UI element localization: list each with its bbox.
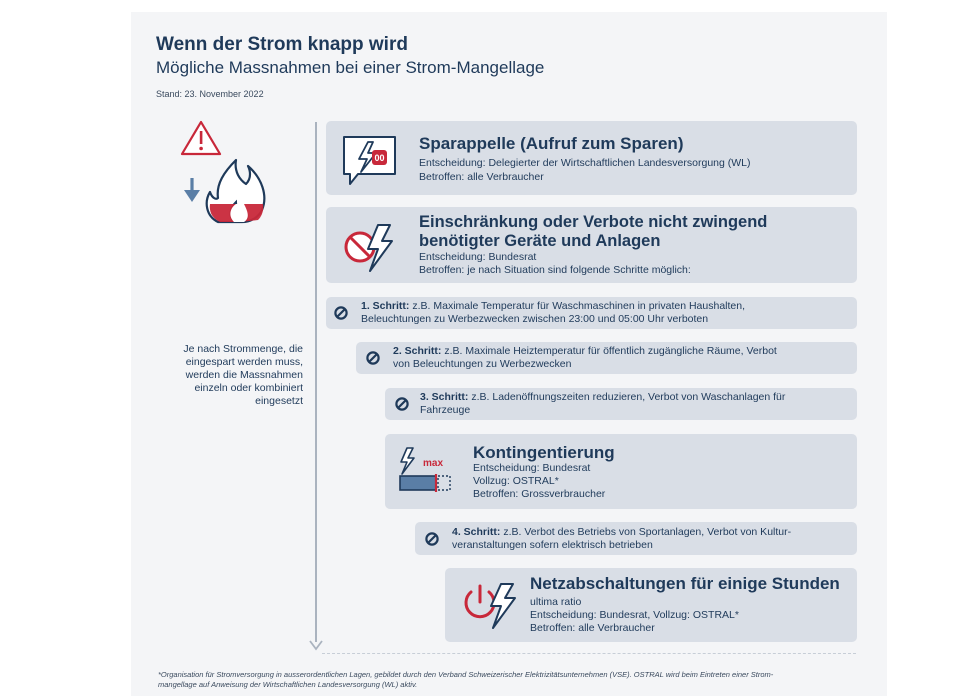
speech-bubble-lightning-icon bbox=[340, 134, 400, 188]
max-label: max bbox=[423, 458, 444, 469]
footnote bbox=[158, 670, 878, 690]
measure-note: ultima ratio bbox=[530, 596, 582, 608]
timeline-arrow-icon bbox=[308, 636, 324, 652]
timeline-dashed-line bbox=[322, 653, 856, 654]
step-text-line2: Fahrzeuge bbox=[420, 404, 471, 416]
measure-sparappelle bbox=[326, 121, 857, 195]
step-label: 4. Schritt: bbox=[452, 526, 501, 538]
step-1 bbox=[326, 297, 857, 329]
warning-flame-icon bbox=[178, 118, 270, 226]
footnote-line1: *Organisation für Stromversorgung in ausserordentlichen Lagen, gebildet durch den Verband Schweizerischer Elektrizitätsunternehmen (VSE). OSTRAL wird beim Eintreten einer Strom- bbox=[158, 670, 774, 679]
measure-decision: Entscheidung: Bundesrat bbox=[473, 462, 591, 474]
step-label: 1. Schritt: bbox=[361, 300, 410, 312]
step-2 bbox=[356, 342, 857, 374]
page-subtitle: Mögliche Massnahmen bei einer Strom-Mangellage bbox=[156, 58, 545, 77]
side-note: Je nach Strommenge, die eingespart werden muss, werden die Massnahmen einzeln oder kombiniert eingesetzt bbox=[183, 343, 303, 407]
prohibited-lightning-icon bbox=[340, 221, 400, 273]
step-4 bbox=[415, 522, 857, 555]
measure-affected: Betroffen: alle Verbraucher bbox=[419, 171, 544, 183]
measure-affected: Betroffen: je nach Situation sind folgende Schritte möglich: bbox=[419, 264, 691, 276]
step-label: 2. Schritt: bbox=[393, 345, 442, 357]
step-text: z.B. Maximale Temperatur für Waschmaschinen in privaten Haushalten, bbox=[409, 300, 746, 312]
measure-title: Sparappelle (Aufruf zum Sparen) bbox=[419, 134, 684, 153]
step-label: 3. Schritt: bbox=[420, 391, 469, 403]
page-title: Wenn der Strom knapp wird bbox=[156, 34, 408, 55]
measure-netzabschaltungen bbox=[445, 568, 857, 642]
quota-battery-icon bbox=[397, 446, 467, 498]
measure-title: Netzabschaltungen für einige Stunden bbox=[530, 574, 840, 593]
svg-text:00: 00 bbox=[374, 153, 385, 163]
step-text-line2: veranstaltungen sofern elektrisch betrieben bbox=[452, 539, 653, 551]
measure-kontingentierung bbox=[385, 434, 857, 509]
measure-decision: Entscheidung: Delegierter der Wirtschaftlichen Landesversorgung (WL) bbox=[419, 157, 751, 169]
measure-affected: Betroffen: alle Verbraucher bbox=[530, 622, 655, 634]
measure-affected: Betroffen: Grossverbraucher bbox=[473, 488, 606, 500]
measure-title-line1: Einschränkung oder Verbote nicht zwingend bbox=[419, 213, 768, 231]
power-off-lightning-icon bbox=[459, 582, 519, 630]
prohibited-icon bbox=[334, 306, 348, 320]
step-text-line2: von Beleuchtungen zu Werbezwecken bbox=[393, 358, 572, 370]
prohibited-icon bbox=[425, 532, 439, 546]
date-stamp: Stand: 23. November 2022 bbox=[156, 89, 264, 99]
measure-decision: Entscheidung: Bundesrat, Vollzug: OSTRAL* bbox=[530, 609, 739, 621]
timeline-axis bbox=[315, 122, 317, 642]
prohibited-icon bbox=[395, 397, 409, 411]
step-3 bbox=[385, 388, 857, 420]
measure-title: Kontingentierung bbox=[473, 443, 615, 462]
measure-decision: Entscheidung: Bundesrat bbox=[419, 251, 537, 263]
step-text: z.B. Ladenöffnungszeiten reduzieren, Verbot von Waschanlagen für bbox=[468, 391, 786, 403]
prohibited-icon bbox=[366, 351, 380, 365]
measure-einschraenkung bbox=[326, 207, 857, 283]
measure-execution: Vollzug: OSTRAL* bbox=[473, 475, 559, 487]
step-text: z.B. Verbot des Betriebs von Sportanlagen, Verbot von Kultur- bbox=[500, 526, 792, 538]
footnote-line2: mangellage auf Anweisung der Wirtschaftlichen Landesversorgung (WL) aktiv. bbox=[158, 680, 418, 689]
step-text: z.B. Maximale Heiztemperatur für öffentlich zugängliche Räume, Verbot bbox=[441, 345, 777, 357]
step-text-line2: Beleuchtungen zu Werbezwecken zwischen 23:00 und 05:00 Uhr verboten bbox=[361, 313, 709, 325]
measure-title-line2: benötigter Geräte und Anlagen bbox=[419, 232, 661, 250]
